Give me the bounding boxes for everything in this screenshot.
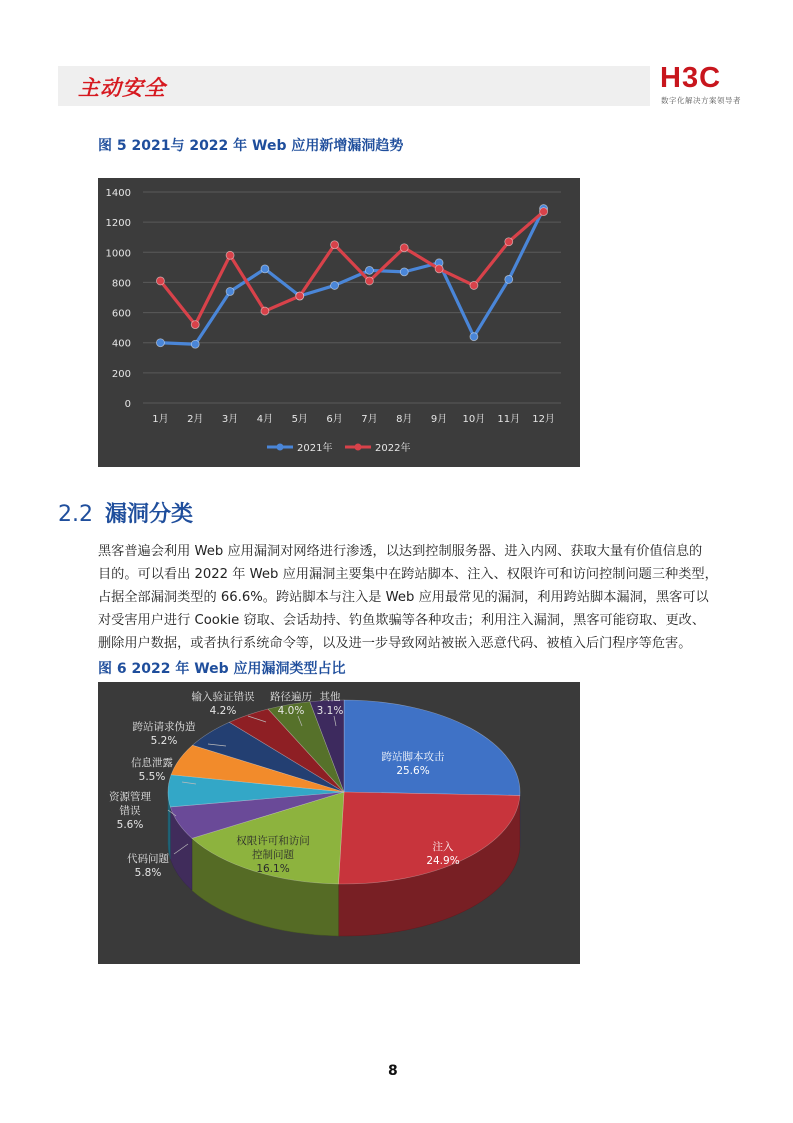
h3c-logo: H3C [660,62,722,94]
y-tick-label: 400 [111,338,131,350]
pie-label: 5.2% [150,735,178,747]
data-point [331,281,339,289]
section-number: 2.2 [58,502,93,527]
pie-label: 跨站脚本攻击 [381,751,445,763]
pie-label: 其他 [319,691,341,703]
pie-label: 代码问题 [127,853,169,865]
pie-label: 资源管理 [109,791,151,803]
pie-label: 25.6% [396,765,430,777]
pie-label: 3.1% [316,705,344,717]
body-paragraph [98,540,743,655]
section-title: 漏洞分类 [105,502,194,527]
paragraph-line: 删除用户数据，或者执行系统命令等，以及进一步导致网站被嵌入恶意代码、被植入后门程序等危害。 [98,636,692,651]
pie-label: 权限许可和访问 [236,835,310,847]
pie-label: 注入 [432,841,454,853]
x-tick-label: 5月 [291,414,308,425]
x-tick-label: 11月 [497,414,521,425]
y-tick-label: 1000 [105,248,131,260]
pie-slice [344,700,520,795]
x-tick-label: 7月 [361,414,378,425]
legend-marker [277,444,284,451]
pie-label: 信息泄露 [131,757,173,769]
data-point [261,307,269,315]
x-tick-label: 1月 [152,414,169,425]
data-point [226,251,234,259]
pie-chart-container [98,682,580,964]
section-heading [58,497,193,528]
data-point [331,241,339,249]
y-tick-label: 1400 [105,188,131,199]
data-point [261,265,269,273]
pie-label: 4.0% [277,705,305,717]
data-point [296,292,304,300]
logo-subtitle: 数字化解决方案领导者 [661,96,741,105]
pie-label: 16.1% [256,863,290,875]
data-point [540,208,548,216]
data-point [470,333,478,341]
data-point [156,339,164,347]
pie-label: 5.5% [138,771,166,783]
pie-label: 路径遍历 [270,691,312,703]
paragraph-line: 占据全部漏洞类型的 66.6%。跨站脚本与注入是 Web 应用最常见的漏洞，利用跨站脚本漏洞，黑客可以 [98,590,709,605]
pie-label: 错误 [119,805,141,817]
data-point [470,281,478,289]
page-number: 8 [388,1063,398,1079]
legend-label: 2022年 [375,443,411,454]
data-point [435,265,443,273]
line-chart-container [98,178,580,467]
y-tick-label: 1200 [105,218,131,230]
data-point [505,238,513,246]
pie-chart [98,682,580,964]
data-point [365,266,373,274]
pie-label: 4.2% [209,705,237,717]
figure-5-caption: 图 5 2021与 2022 年 Web 应用新增漏洞趋势 [98,138,404,154]
data-point [156,277,164,285]
data-point [505,275,513,283]
figure-6-caption: 图 6 2022 年 Web 应用漏洞类型占比 [98,661,346,677]
y-tick-label: 800 [111,278,131,290]
pie-label: 跨站请求伪造 [132,721,196,733]
y-tick-label: 200 [111,368,131,380]
pie-label: 输入验证错误 [191,691,255,703]
paragraph-line: 黑客普遍会利用 Web 应用漏洞对网络进行渗透，以达到控制服务器、进入内网、获取大量有价值信息的 [98,544,703,559]
x-tick-label: 10月 [462,414,486,425]
data-point [400,244,408,252]
legend-marker [355,444,362,451]
paragraph-line: 对受害用户进行 Cookie 窃取、会话劫持、钓鱼欺骗等各种攻击；利用注入漏洞，黑客可能窃取、更改、 [98,613,706,628]
y-tick-label: 600 [111,308,131,320]
pie-label: 5.8% [134,867,162,879]
pie-label: 24.9% [426,855,460,867]
data-point [400,268,408,276]
y-tick-label: 0 [124,399,131,410]
data-point [191,321,199,329]
pie-label: 控制问题 [252,849,294,861]
pie-label: 5.6% [116,819,144,831]
brand-slogan: 主动安全 [78,76,166,100]
x-tick-label: 4月 [256,414,274,425]
data-point [226,287,234,295]
legend-label: 2021年 [297,443,333,454]
x-tick-label: 8月 [396,414,413,425]
x-tick-label: 12月 [532,414,555,425]
data-point [365,277,373,285]
x-tick-label: 2月 [187,414,204,425]
x-tick-label: 6月 [326,414,343,425]
x-tick-label: 9月 [430,414,448,425]
x-tick-label: 3月 [221,414,239,425]
paragraph-line: 目的。可以看出 2022 年 Web 应用漏洞主要集中在跨站脚本、注入、权限许可和访问控制问题三种类型， [98,567,718,582]
line-chart [98,178,580,467]
data-point [191,340,199,348]
